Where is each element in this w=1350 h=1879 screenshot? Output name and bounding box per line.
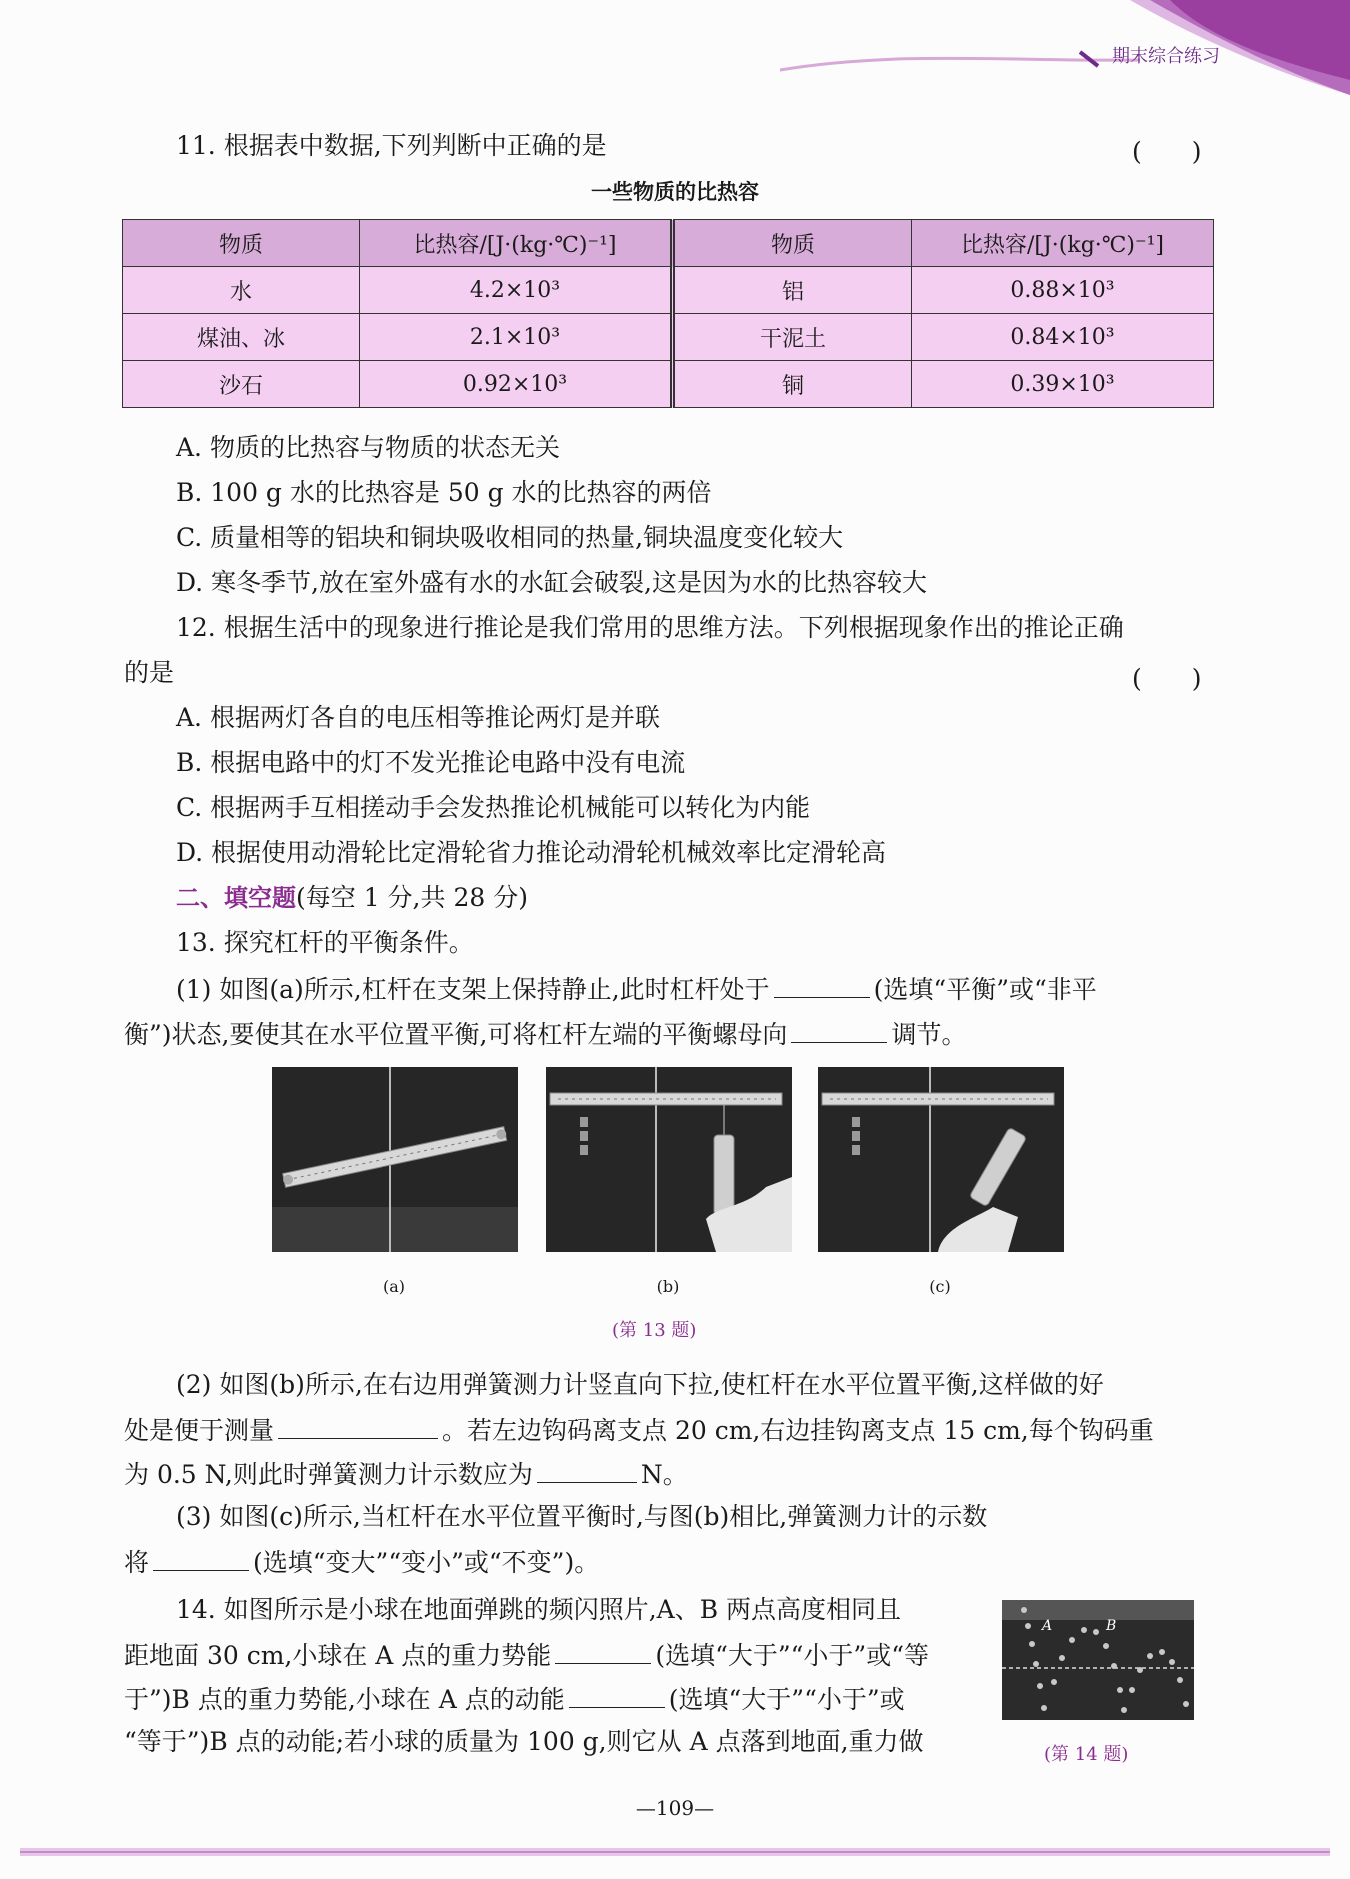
table-cell: 铜	[673, 361, 912, 408]
header-cell: 比热容/[J·(kg·℃)⁻¹]	[912, 220, 1214, 267]
table-cell: 沙石	[123, 361, 360, 408]
text-span: 距地面 30 cm,小球在 A 点的重力势能	[124, 1641, 552, 1670]
q12-option-c: C. 根据两手互相搓动手会发热推论机械能可以转化为内能	[176, 793, 811, 822]
text-span: N。	[640, 1460, 688, 1489]
text-span: 为 0.5 N,则此时弹簧测力计示数应为	[124, 1460, 533, 1489]
q12-option-a: A. 根据两灯各自的电压相等推论两灯是并联	[176, 703, 660, 732]
answer-blank[interactable]	[537, 1456, 637, 1483]
table-cell: 0.88×10³	[912, 267, 1214, 314]
text-span: 调节。	[891, 1020, 967, 1049]
table-cell: 0.84×10³	[912, 314, 1214, 361]
q11-option-a: A. 物质的比热容与物质的状态无关	[176, 433, 560, 462]
section-note: (每空 1 分,共 28 分)	[296, 883, 528, 912]
answer-blank[interactable]	[774, 971, 870, 998]
answer-blank[interactable]	[278, 1412, 438, 1439]
answer-blank[interactable]	[791, 1016, 887, 1043]
header-cell: 比热容/[J·(kg·℃)⁻¹]	[360, 220, 673, 267]
q13-part3-line1: (3) 如图(c)所示,当杠杆在水平位置平衡时,与图(b)相比,弹簧测力计的示数	[176, 1502, 988, 1531]
text-span: 。若左边钩码离支点 20 cm,右边挂钩离支点 15 cm,每个钩码重	[442, 1416, 1154, 1445]
answer-blank[interactable]	[555, 1637, 651, 1664]
text-span: 于”)B 点的重力势能,小球在 A 点的动能	[124, 1685, 565, 1714]
header-section-title: 期末综合练习	[1112, 46, 1220, 67]
table-cell: 水	[123, 267, 360, 314]
header-cell: 物质	[123, 220, 360, 267]
q13-part1-line1	[176, 971, 1097, 1007]
q13-part1-line2	[124, 1016, 966, 1052]
lever-photo-a	[272, 1067, 518, 1252]
q12-answer-paren: ( )	[1132, 664, 1202, 693]
q11-answer-paren: ( )	[1132, 137, 1202, 166]
lever-photo-c	[818, 1067, 1064, 1252]
text-span: 将	[124, 1548, 150, 1577]
table-row	[123, 314, 1214, 361]
fig-label-b: (b)	[656, 1277, 680, 1296]
text-span: (选填“大于”“小于”或“等	[655, 1641, 929, 1670]
header-cell: 物质	[673, 220, 912, 267]
q12-option-d: D. 根据使用动滑轮比定滑轮省力推论动滑轮机械效率比定滑轮高	[176, 838, 887, 867]
table-cell: 铝	[673, 267, 912, 314]
table-cell: 煤油、冰	[123, 314, 360, 361]
text-span: (选填“变大”“变小”或“不变”)。	[253, 1548, 600, 1577]
q14-line1: 14. 如图所示是小球在地面弹跳的频闪照片,A、B 两点高度相同且	[176, 1595, 902, 1624]
page-number: —109—	[635, 1796, 715, 1820]
specific-heat-table	[122, 219, 1214, 408]
table-row	[123, 361, 1214, 408]
point-b-label: B	[1106, 1618, 1117, 1634]
table-cell: 干泥土	[673, 314, 912, 361]
text-span: (选填“平衡”或“非平	[873, 975, 1097, 1004]
text-span: 处是便于测量	[124, 1416, 275, 1445]
answer-blank[interactable]	[569, 1681, 665, 1708]
q14-line4: “等于”)B 点的动能;若小球的质量为 100 g,则它从 A 点落到地面,重力做	[124, 1727, 924, 1756]
footer-band	[20, 1844, 1330, 1860]
q12-stem-line2: 的是	[124, 658, 175, 687]
q14-line2	[124, 1637, 929, 1673]
table-title: 一些物质的比热容	[591, 180, 759, 204]
q12-option-b: B. 根据电路中的灯不发光推论电路中没有电流	[176, 748, 686, 777]
q14-figure-caption: (第 14 题)	[1044, 1744, 1129, 1765]
q13-part2-line2	[124, 1412, 1154, 1448]
text-span: (选填“大于”“小于”或	[668, 1685, 905, 1714]
text-span: (1) 如图(a)所示,杠杆在支架上保持静止,此时杠杆处于	[176, 975, 770, 1004]
q13-part2-line1: (2) 如图(b)所示,在右边用弹簧测力计竖直向下拉,使杠杆在水平位置平衡,这样做的好	[176, 1370, 1104, 1399]
table-header-row	[123, 220, 1214, 267]
q11-option-d: D. 寒冬季节,放在室外盛有水的水缸会破裂,这是因为水的比热容较大	[176, 568, 927, 597]
q13-part3-line2	[124, 1544, 599, 1580]
table-row	[123, 267, 1214, 314]
q13-figure-caption: (第 13 题)	[612, 1320, 697, 1341]
section-title: 二、填空题	[176, 884, 296, 912]
table-cell: 2.1×10³	[360, 314, 673, 361]
table-cell: 4.2×10³	[360, 267, 673, 314]
answer-blank[interactable]	[153, 1544, 249, 1571]
table-cell: 0.92×10³	[360, 361, 673, 408]
text-span: 衡”)状态,要使其在水平位置平衡,可将杠杆左端的平衡螺母向	[124, 1020, 788, 1049]
table-cell: 0.39×10³	[912, 361, 1214, 408]
q13-stem: 13. 探究杠杆的平衡条件。	[176, 928, 474, 957]
q14-line3	[124, 1681, 905, 1717]
point-a-label: A	[1042, 1618, 1053, 1634]
q12-stem-line1: 12. 根据生活中的现象进行推论是我们常用的思维方法。下列根据现象作出的推论正确	[176, 613, 1124, 642]
q11-stem: 11. 根据表中数据,下列判断中正确的是	[176, 131, 607, 160]
q11-option-b: B. 100 g 水的比热容是 50 g 水的比热容的两倍	[176, 478, 712, 507]
fig-label-a: (a)	[382, 1277, 406, 1296]
q11-option-c: C. 质量相等的铝块和铜块吸收相同的热量,铜块温度变化较大	[176, 523, 844, 552]
fig-label-c: (c)	[929, 1277, 951, 1296]
section-heading	[176, 881, 528, 915]
q13-part2-line3	[124, 1456, 688, 1492]
lever-photo-b	[546, 1067, 792, 1252]
bouncing-ball-photo	[1002, 1600, 1194, 1720]
